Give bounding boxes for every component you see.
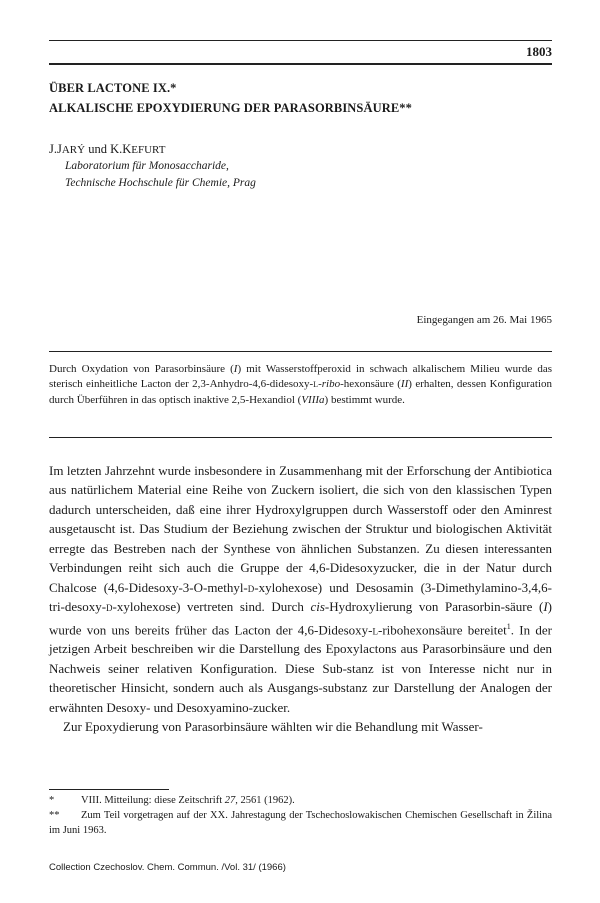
author-2-initial: K.K [110,142,132,156]
title-line-1: ÜBER LACTONE IX.* [49,81,177,95]
author-1-name: ARÝ [61,144,86,156]
paragraph-1: Im letzten Jahrzehnt wurde insbesondere in Zusammenhang mit der Erforschung der Antibiotica aus natürlichem Material eine Reihe von Zuckern isoliert, die sich von den klassischen Typen dadurch unterscheiden, daß eine ihrer Hydroxylgruppen durch Wasserstoff oder den Aminrest ausgetauscht ist. Das Studium der Beziehung zwischen der Struktur und biologischen Aktivität erregte das Bestreben nach der Synthese von ähnlichen Substanzen. Zu diesen interessanten Verbindungen reiht sich auch die Gruppe der 4,6-Didesoxyzucker, die in der Natur durch Chalcose (4,6-Didesoxy-3-O-methyl-d-xylohexose) und Desosamin (3-Dimethylamino-3,4,6-tri-desoxy-d-xylohexose) vertreten sind. Durch cis-Hydroxylierung von Parasorbin-säure (I) wurde von uns bereits früher das Lacton der 4,6-Didesoxy-l-ribohexonsäure bereitet$^1$. In der jetzigen Arbeit beschreiben wir die Darstellung des Epoxylactons aus Parasorbinsäure und den Nachweis seiner relativen Konfiguration. Diese Sub-stanz ist von Interesse nicht nur in theoretischer Hinsicht, sondern auch als Ausgangs-substanz zur Darstellung der Analogen der erwähnten Desoxy- und Desoxyamino-zucker. [49,463,552,715]
page-number: 1803 [526,44,552,59]
footnote-1: * VIII. Mitteilung: diese Zeitschrift 27, 2561 (1962). [49,795,295,806]
top-rule [49,40,552,41]
journal-citation: Collection Czechoslov. Chem. Commun. /Vol. 31/ (1966) [49,862,286,873]
author-joiner: und [85,142,111,156]
author-2-name: EFURT [131,144,166,156]
authors [49,142,165,157]
affiliation-line-2: Technische Hochschule für Chemie, Prag [65,177,256,189]
title-line-2: ALKALISCHE EPOXYDIERUNG DER PARASORBINSÄURE** [49,101,412,115]
footnote-rule [49,789,169,790]
author-1-initial: J.J [49,142,62,156]
abstract: Durch Oxydation von Parasorbinsäure (I) mit Wasserstoffperoxid in schwach alkalischem Milieu wurde das sterisch einheitliche Lacton der 2,3-Anhydro-4,6-didesoxy-l-ribo-hexonsäure (II) erhalten, dessen Konfiguration durch Überführen in das optisch inaktive 2,5-Hexandiol (VIIIa) bestimmt wurde. [49,363,552,406]
body-text [49,461,552,737]
footnote-2: ** Zum Teil vorgetragen auf der XX. Jahrestagung der Tschechoslowakischen Chemischen Gesellschaft in Žilina im Juni 1963. [49,810,552,836]
affiliation-line-1: Laboratorium für Monosaccharide, [65,160,229,172]
received-date: Eingegangen am 26. Mai 1965 [416,314,552,326]
abstract-top-rule [49,351,552,352]
paragraph-2: Zur Epoxydierung von Parasorbinsäure wählten wir die Behandlung mit Wasser- [63,719,483,735]
abstract-bottom-rule [49,437,552,438]
header-rule [49,63,552,65]
